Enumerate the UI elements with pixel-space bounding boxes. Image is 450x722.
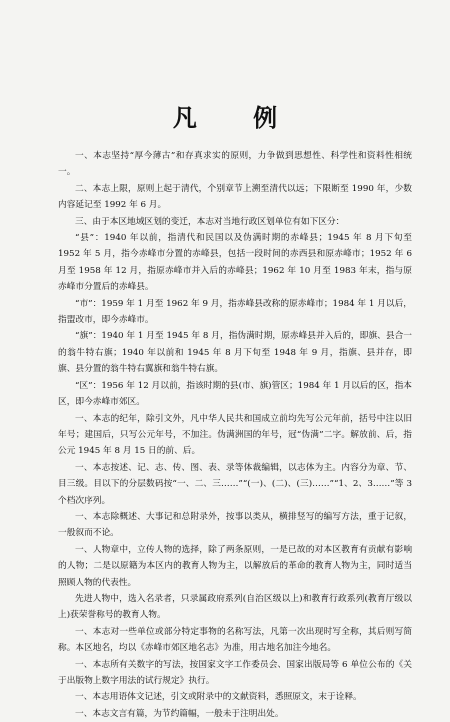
paragraph: 一、本志的纪年，除引文外，凡中华人民共和国成立前均先写公元年前，括号中注以旧年号；建国后，只写公元年号，不加注。伪满洲国的年号，冠“伪满”二字。解放前、后，指公元 1945 年 8 月 15 日的前、后。	[58, 413, 412, 457]
paragraph: “县”：1940 年以前，指清代和民国以及伪满时期的赤峰县；1945 年 8 月下旬至 1952 年 5 月，指今赤峰市分置的赤峰县，包括一段时间的赤西县和原赤峰市；1952 年 6 月至 1958 年 12 月，指原赤峰市并入后的赤峰县；1962 年 10 月至 1983 年末，指与原赤峰市分置后的赤峰县。	[58, 233, 412, 293]
page-title: 凡 例	[172, 103, 302, 132]
paragraph: 一、本志所有关数字的写法，按国家文字工作委员会、国家出版局等 6 单位公布的《关于出版物上数字用法的试行规定》执行。	[58, 659, 412, 686]
paragraph: 一、本志对一些单位或部分特定事物的名称写法，凡第一次出现时写全称，其后则写简称。本区地名，均以《赤峰市郊区地名志》为准，用古地名加注今地名。	[58, 626, 412, 654]
paragraph: “旗”：1940 年 1 月至 1945 年 8 月，指伪满时期，原赤峰县并入后的，即旗、县合一的翁牛特右旗；1940 年以前和 1945 年 8 月下旬至 1948 年 9 月，指旗、县并存，即旗、县分置的翁牛特右翼旗和翁牛特右旗。	[58, 331, 412, 375]
paragraph: 一、本志除概述、大事记和总附录外，按事以类从，横排竖写的编写方法，重于记叙，一般叙而不论。	[58, 511, 412, 539]
paragraph: 一、人物章中，立传人物的选择，除了两条原则，一是已故的对本区教育有贡献有影响的人物；二是以原籍为本区内的教育人物为主，以解放后的革命的教育人物为主，同时适当照顾人物的代表性。	[58, 544, 412, 588]
paragraph: 一、本志坚持“厚今薄古”和存真求实的原则，力争做到思想性、科学性和资料性相统一。	[58, 151, 412, 178]
paragraph: 先进人物中，选入名录者，只录属政府系列(自治区级以上)和教育行政系列(教育厅级以上)获荣誉称号的教育人物。	[58, 593, 412, 621]
paragraph: “区”：1956 年 12 月以前，指该时期的县(市、旗)管区；1984 年 1 月以后的区，指本区，即今赤峰市郊区。	[58, 380, 412, 408]
paragraph: 一、本志按述、记、志、传、图、表、录等体裁编辑，以志体为主。内容分为章、节、目三级。目以下的分层数码按“一、二、三……”“(一)、(二)、(三)……”“1、2、3……”等 3 个档次序列。	[58, 462, 412, 506]
paragraph: 二、本志上限，原则上起于清代，个别章节上溯至清代以远；下限断至 1990 年，少数内容延记至 1992 年 6 月。	[58, 183, 412, 211]
paragraph: 三、由于本区地域区划的变迁，本志对当地行政区划单位有如下区分：	[75, 216, 345, 227]
paragraph: “市”：1959 年 1 月至 1962 年 9 月，指赤峰县改称的原赤峰市；1984 年 1 月以后，指盟改市，即今赤峰市。	[58, 298, 412, 326]
paragraph: 一、本志文言有篇，为节约篇幅，一般未于注明出处。	[75, 708, 284, 719]
paragraph: 一、本志用语体文记述，引文或附录中的文献资料，悉照原文，末于诠释。	[75, 692, 362, 703]
document-body	[58, 148, 412, 722]
